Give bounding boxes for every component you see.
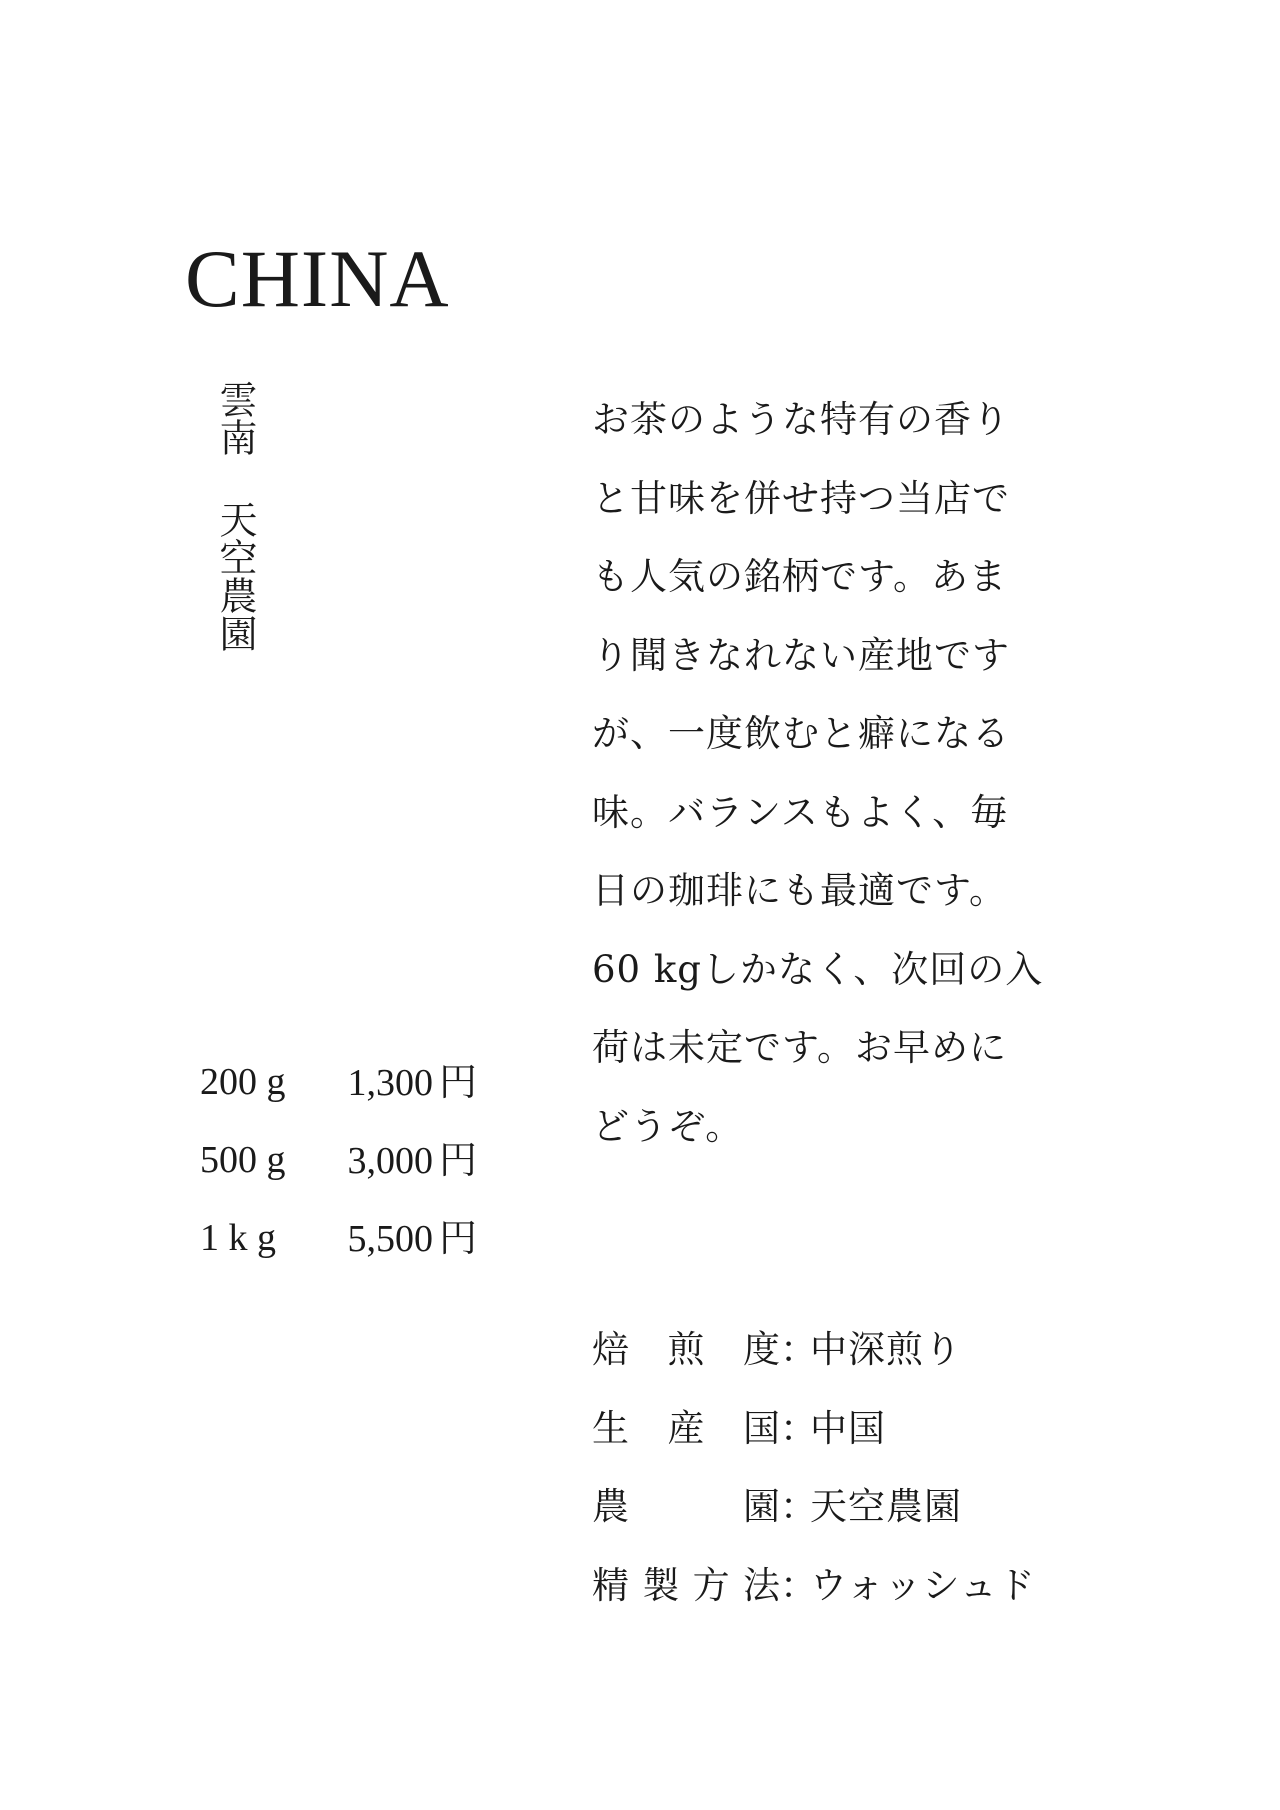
price-row (200, 1136, 477, 1214)
spec-label-char: 度 (743, 1328, 780, 1371)
spec-label-char: 生 (592, 1406, 629, 1450)
price-unit: 円 (438, 1060, 477, 1104)
description-line: 60 kgしかなく、次回の入 (592, 947, 1044, 991)
origin-vertical-label (213, 380, 257, 652)
description-line: も人気の銘柄です。あま (592, 555, 1008, 598)
price-value: 1,300 (347, 1062, 433, 1104)
price-unit: 円 (438, 1138, 477, 1182)
spec-label-char: 製 (642, 1563, 680, 1607)
description-line: が、一度飲むと癖になる (592, 712, 1010, 755)
spec-label (592, 1482, 780, 1561)
origin-region: 雲南 (213, 380, 257, 456)
spec-row-farm (592, 1482, 1036, 1561)
spec-label (592, 1325, 780, 1404)
product-description (592, 390, 1062, 1175)
spec-label-char: 園 (743, 1485, 780, 1528)
spec-label-char: 農 (592, 1485, 629, 1528)
price-amount (337, 1214, 477, 1292)
price-row (200, 1058, 477, 1136)
spec-label-char: 煎 (667, 1328, 705, 1371)
spec-value: 天空農園 (810, 1485, 962, 1528)
spec-label-char: 国 (743, 1406, 780, 1450)
page-title: CHINA (185, 233, 450, 324)
spec-row-country (592, 1404, 1036, 1483)
price-value: 5,500 (347, 1218, 433, 1260)
spec-value: ウォッシュド (810, 1563, 1036, 1607)
price-amount (337, 1058, 477, 1136)
spec-label-char: 産 (667, 1406, 705, 1450)
price-value: 3,000 (347, 1140, 433, 1182)
origin-farm: 天空農園 (213, 500, 257, 652)
price-row (200, 1214, 477, 1292)
spec-colon: ： (780, 1328, 817, 1371)
spec-row-process (592, 1561, 1036, 1640)
spec-value: 中国 (810, 1406, 886, 1450)
spec-label-char: 法 (742, 1563, 780, 1607)
description-line: お茶のような特有の香り (592, 398, 1010, 441)
price-weight: 200 g (200, 1061, 286, 1103)
spec-colon: ： (780, 1563, 817, 1607)
price-weight: 1 k g (200, 1217, 276, 1259)
spec-label-char: 方 (692, 1563, 730, 1607)
description-line: 味。バランスもよく、毎 (592, 790, 1009, 834)
spec-colon: ： (780, 1485, 817, 1528)
spec-label-char: 精 (592, 1563, 629, 1607)
spec-value: 中深煎り (810, 1328, 962, 1371)
price-list (200, 1058, 477, 1292)
description-line: 日の珈琲にも最適です。 (592, 869, 1008, 912)
spec-row-roast (592, 1325, 1036, 1404)
description-line: どうぞ。 (592, 1104, 744, 1148)
description-line: と甘味を併せ持つ当店で (592, 476, 1010, 520)
description-line: り聞きなれない産地です (592, 633, 1010, 677)
spec-label (592, 1404, 780, 1483)
price-weight: 500 g (200, 1139, 286, 1181)
spec-label (592, 1561, 780, 1640)
price-unit: 円 (438, 1216, 477, 1260)
price-amount (337, 1136, 477, 1214)
spec-colon: ： (780, 1406, 817, 1450)
description-line: 荷は未定です。お早めに (592, 1026, 1008, 1069)
spec-list (592, 1325, 1036, 1639)
spec-label-char: 焙 (592, 1328, 629, 1371)
